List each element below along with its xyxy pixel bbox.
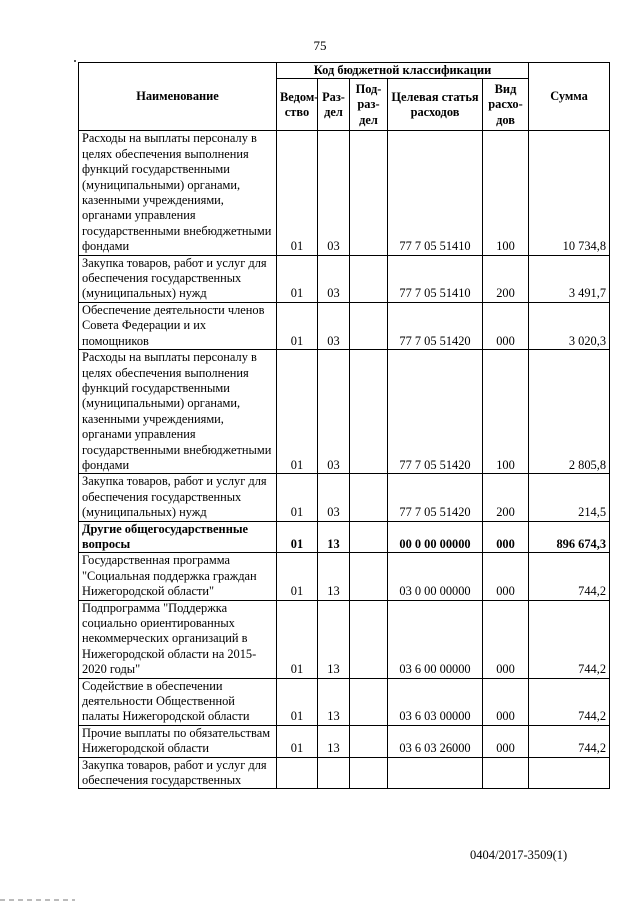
row-razdel-cell: 13 bbox=[318, 553, 350, 600]
row-target-cell: 77 7 05 51410 bbox=[388, 255, 483, 302]
table-row bbox=[79, 521, 610, 553]
budget-table bbox=[78, 62, 610, 789]
row-podrazdel-cell bbox=[350, 131, 388, 255]
row-name-cell: Расходы на выплаты персоналу в целях обеспечения выполнения функций государственными (муниципальными) органами, казенными учреждениями, органами управления государственными внебюджетными фондами bbox=[79, 350, 277, 474]
row-sum-cell: 744,2 bbox=[529, 725, 610, 757]
row-razdel-cell: 03 bbox=[318, 302, 350, 349]
row-vid-cell: 100 bbox=[483, 350, 529, 474]
row-name-cell: Подпрограмма "Поддержка социально ориентированных некоммерческих организаций в Нижегородской области на 2015-2020 годы" bbox=[79, 600, 277, 678]
row-sum-cell: 2 805,8 bbox=[529, 350, 610, 474]
row-vid-cell: 000 bbox=[483, 302, 529, 349]
document-number: 0404/2017-3509(1) bbox=[470, 848, 568, 862]
row-razdel-cell: 03 bbox=[318, 474, 350, 521]
row-vedomstvo-cell: 01 bbox=[277, 600, 318, 678]
row-sum-cell: 744,2 bbox=[529, 600, 610, 678]
row-podrazdel-cell bbox=[350, 600, 388, 678]
row-podrazdel-cell bbox=[350, 678, 388, 725]
scan-dot bbox=[74, 60, 76, 62]
table-row bbox=[79, 302, 610, 349]
row-razdel-cell: 03 bbox=[318, 131, 350, 255]
row-sum-cell: 744,2 bbox=[529, 553, 610, 600]
table-body bbox=[79, 131, 610, 789]
row-podrazdel-cell bbox=[350, 725, 388, 757]
row-vedomstvo-cell: 01 bbox=[277, 350, 318, 474]
row-name-cell: Другие общегосударственные вопросы bbox=[79, 521, 277, 553]
table-row bbox=[79, 553, 610, 600]
table-row bbox=[79, 474, 610, 521]
header-razdel: Раз-дел bbox=[318, 79, 350, 131]
row-target-cell bbox=[388, 757, 483, 789]
row-vid-cell: 000 bbox=[483, 725, 529, 757]
row-sum-cell: 3 020,3 bbox=[529, 302, 610, 349]
row-target-cell: 77 7 05 51420 bbox=[388, 474, 483, 521]
row-vedomstvo-cell: 01 bbox=[277, 255, 318, 302]
row-vedomstvo-cell: 01 bbox=[277, 678, 318, 725]
row-vid-cell: 200 bbox=[483, 474, 529, 521]
row-podrazdel-cell bbox=[350, 553, 388, 600]
row-podrazdel-cell bbox=[350, 350, 388, 474]
table-row bbox=[79, 255, 610, 302]
row-target-cell: 03 6 00 00000 bbox=[388, 600, 483, 678]
row-vedomstvo-cell: 01 bbox=[277, 474, 318, 521]
row-target-cell: 77 7 05 51420 bbox=[388, 302, 483, 349]
row-name-cell: Содействие в обеспечении деятельности Общественной палаты Нижегородской области bbox=[79, 678, 277, 725]
row-target-cell: 77 7 05 51410 bbox=[388, 131, 483, 255]
row-vedomstvo-cell: 01 bbox=[277, 521, 318, 553]
row-sum-cell: 214,5 bbox=[529, 474, 610, 521]
table-row bbox=[79, 350, 610, 474]
row-razdel-cell bbox=[318, 757, 350, 789]
table-row bbox=[79, 600, 610, 678]
header-vedomstvo: Ведом-ство bbox=[277, 79, 318, 131]
header-code-group: Код бюджетной классификации bbox=[277, 63, 529, 79]
row-target-cell: 00 0 00 00000 bbox=[388, 521, 483, 553]
row-target-cell: 77 7 05 51420 bbox=[388, 350, 483, 474]
row-vid-cell: 200 bbox=[483, 255, 529, 302]
scan-edge-mark bbox=[0, 899, 75, 901]
row-vid-cell: 000 bbox=[483, 521, 529, 553]
table-row bbox=[79, 725, 610, 757]
row-razdel-cell: 13 bbox=[318, 678, 350, 725]
header-vid: Вид расхо-дов bbox=[483, 79, 529, 131]
row-podrazdel-cell bbox=[350, 255, 388, 302]
table-row bbox=[79, 757, 610, 789]
row-sum-cell: 10 734,8 bbox=[529, 131, 610, 255]
row-vedomstvo-cell: 01 bbox=[277, 131, 318, 255]
row-vedomstvo-cell: 01 bbox=[277, 725, 318, 757]
row-vedomstvo-cell: 01 bbox=[277, 553, 318, 600]
row-name-cell: Государственная программа "Социальная поддержка граждан Нижегородской области" bbox=[79, 553, 277, 600]
row-target-cell: 03 6 03 26000 bbox=[388, 725, 483, 757]
header-podrazdel: Под-раз-дел bbox=[350, 79, 388, 131]
header-name: Наименование bbox=[79, 63, 277, 131]
row-sum-cell bbox=[529, 757, 610, 789]
row-name-cell: Прочие выплаты по обязательствам Нижегородской области bbox=[79, 725, 277, 757]
page-number: 75 bbox=[313, 38, 327, 53]
row-sum-cell: 3 491,7 bbox=[529, 255, 610, 302]
row-name-cell: Расходы на выплаты персоналу в целях обеспечения выполнения функций государственными (муниципальными) органами, казенными учреждениями, органами управления государственными внебюджетными фондами bbox=[79, 131, 277, 255]
row-razdel-cell: 13 bbox=[318, 521, 350, 553]
row-name-cell: Закупка товаров, работ и услуг для обеспечения государственных (муниципальных) нужд bbox=[79, 474, 277, 521]
row-podrazdel-cell bbox=[350, 521, 388, 553]
row-name-cell: Закупка товаров, работ и услуг для обеспечения государственных (муниципальных) нужд bbox=[79, 255, 277, 302]
row-name-cell: Закупка товаров, работ и услуг для обеспечения государственных bbox=[79, 757, 277, 789]
row-podrazdel-cell bbox=[350, 302, 388, 349]
row-target-cell: 03 0 00 00000 bbox=[388, 553, 483, 600]
row-razdel-cell: 03 bbox=[318, 255, 350, 302]
row-vid-cell: 000 bbox=[483, 678, 529, 725]
row-podrazdel-cell bbox=[350, 474, 388, 521]
row-name-cell: Обеспечение деятельности членов Совета Федерации и их помощников bbox=[79, 302, 277, 349]
row-sum-cell: 896 674,3 bbox=[529, 521, 610, 553]
header-sum: Сумма bbox=[529, 63, 610, 131]
row-vid-cell bbox=[483, 757, 529, 789]
row-vid-cell: 000 bbox=[483, 553, 529, 600]
row-razdel-cell: 13 bbox=[318, 600, 350, 678]
row-vedomstvo-cell bbox=[277, 757, 318, 789]
row-vid-cell: 000 bbox=[483, 600, 529, 678]
table-row bbox=[79, 678, 610, 725]
row-target-cell: 03 6 03 00000 bbox=[388, 678, 483, 725]
table-row bbox=[79, 131, 610, 255]
row-razdel-cell: 13 bbox=[318, 725, 350, 757]
header-target: Целевая статья расходов bbox=[388, 79, 483, 131]
row-vedomstvo-cell: 01 bbox=[277, 302, 318, 349]
row-podrazdel-cell bbox=[350, 757, 388, 789]
row-vid-cell: 100 bbox=[483, 131, 529, 255]
row-razdel-cell: 03 bbox=[318, 350, 350, 474]
row-sum-cell: 744,2 bbox=[529, 678, 610, 725]
